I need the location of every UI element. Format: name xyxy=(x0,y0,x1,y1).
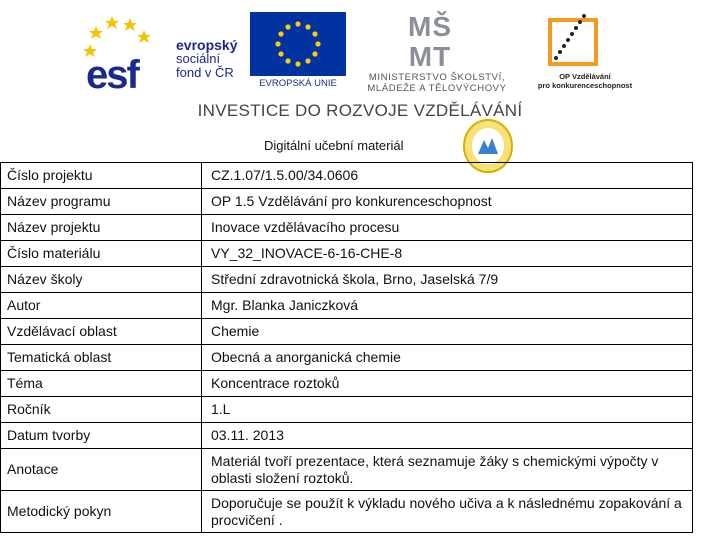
table-row xyxy=(1,423,693,449)
table-row xyxy=(1,449,693,491)
eu-logo xyxy=(250,12,350,92)
row-value: Inovace vzdělávacího procesu xyxy=(202,215,693,241)
msmt-caption xyxy=(352,72,522,94)
page-subtitle: Digitální učební materiál xyxy=(264,138,404,153)
msmt-line2: MLÁDEŽE A TĚLOVÝCHOVY xyxy=(367,83,507,94)
project-info-table xyxy=(0,162,693,533)
esf-line2: sociální xyxy=(176,51,221,66)
eu-flag-icon xyxy=(250,12,346,76)
svg-text:esf: esf xyxy=(86,53,138,92)
row-label: Název školy xyxy=(1,267,202,293)
table-row xyxy=(1,215,693,241)
table-row xyxy=(1,491,693,533)
row-label: Anotace xyxy=(1,449,202,491)
row-value: Střední zdravotnická škola, Brno, Jaselská 7/9 xyxy=(202,267,693,293)
op-caption xyxy=(530,72,640,90)
table-row xyxy=(1,189,693,215)
row-value: Materiál tvoří prezentace, která seznamuje žáky s chemickými výpočty v oblasti složení roztoků. xyxy=(202,449,693,491)
msmt-line1: MINISTERSTVO ŠKOLSTVÍ, xyxy=(368,72,506,83)
op-line1: OP Vzdělávání xyxy=(559,72,611,81)
row-value: Koncentrace roztoků xyxy=(202,371,693,397)
eu-caption: EVROPSKÁ UNIE xyxy=(259,78,337,89)
msmt-mark-icon xyxy=(390,8,470,70)
table-row xyxy=(1,241,693,267)
row-value: Mgr. Blanka Janiczková xyxy=(202,293,693,319)
investice-heading: INVESTICE DO ROZVOJE VZDĚLÁVÁNÍ xyxy=(197,101,523,120)
msmt-logo xyxy=(352,8,522,98)
row-label: Název projektu xyxy=(1,215,202,241)
row-label: Název programu xyxy=(1,189,202,215)
table-row xyxy=(1,371,693,397)
op-mark-icon xyxy=(544,10,604,70)
row-label: Metodický pokyn xyxy=(1,491,202,533)
table-row xyxy=(1,293,693,319)
table-row xyxy=(1,163,693,189)
row-label: Číslo materiálu xyxy=(1,241,202,267)
esf-stars-icon xyxy=(82,12,174,92)
table-row xyxy=(1,319,693,345)
esf-line1: evropský xyxy=(176,37,238,53)
row-label: Tematická oblast xyxy=(1,345,202,371)
row-label: Vzdělávací oblast xyxy=(1,319,202,345)
row-value: 03.11. 2013 xyxy=(202,423,693,449)
svg-text:MT: MT xyxy=(408,41,452,70)
esf-caption xyxy=(176,38,237,80)
row-value: Obecná a anorganická chemie xyxy=(202,345,693,371)
table-row xyxy=(1,267,693,293)
row-label: Číslo projektu xyxy=(1,163,202,189)
row-label: Autor xyxy=(1,293,202,319)
row-label: Datum tvorby xyxy=(1,423,202,449)
svg-text:MŠ: MŠ xyxy=(408,11,452,42)
row-value: OP 1.5 Vzdělávání pro konkurenceschopnost xyxy=(202,189,693,215)
row-value: CZ.1.07/1.5.00/34.0606 xyxy=(202,163,693,189)
table-row xyxy=(1,345,693,371)
row-label: Téma xyxy=(1,371,202,397)
op-line2: pro konkurenceschopnost xyxy=(537,81,633,90)
logo-banner xyxy=(0,0,720,130)
table-row xyxy=(1,397,693,423)
row-label: Ročník xyxy=(1,397,202,423)
row-value: Doporučuje se použít k výkladu nového učiva a k následnému zopakování a procvičení . xyxy=(202,491,693,533)
row-value: 1.L xyxy=(202,397,693,423)
esf-logo xyxy=(82,12,242,92)
row-value: Chemie xyxy=(202,319,693,345)
op-logo xyxy=(530,10,640,95)
esf-line3: fond v ČR xyxy=(176,65,234,80)
row-value: VY_32_INOVACE-6-16-CHE-8 xyxy=(202,241,693,267)
